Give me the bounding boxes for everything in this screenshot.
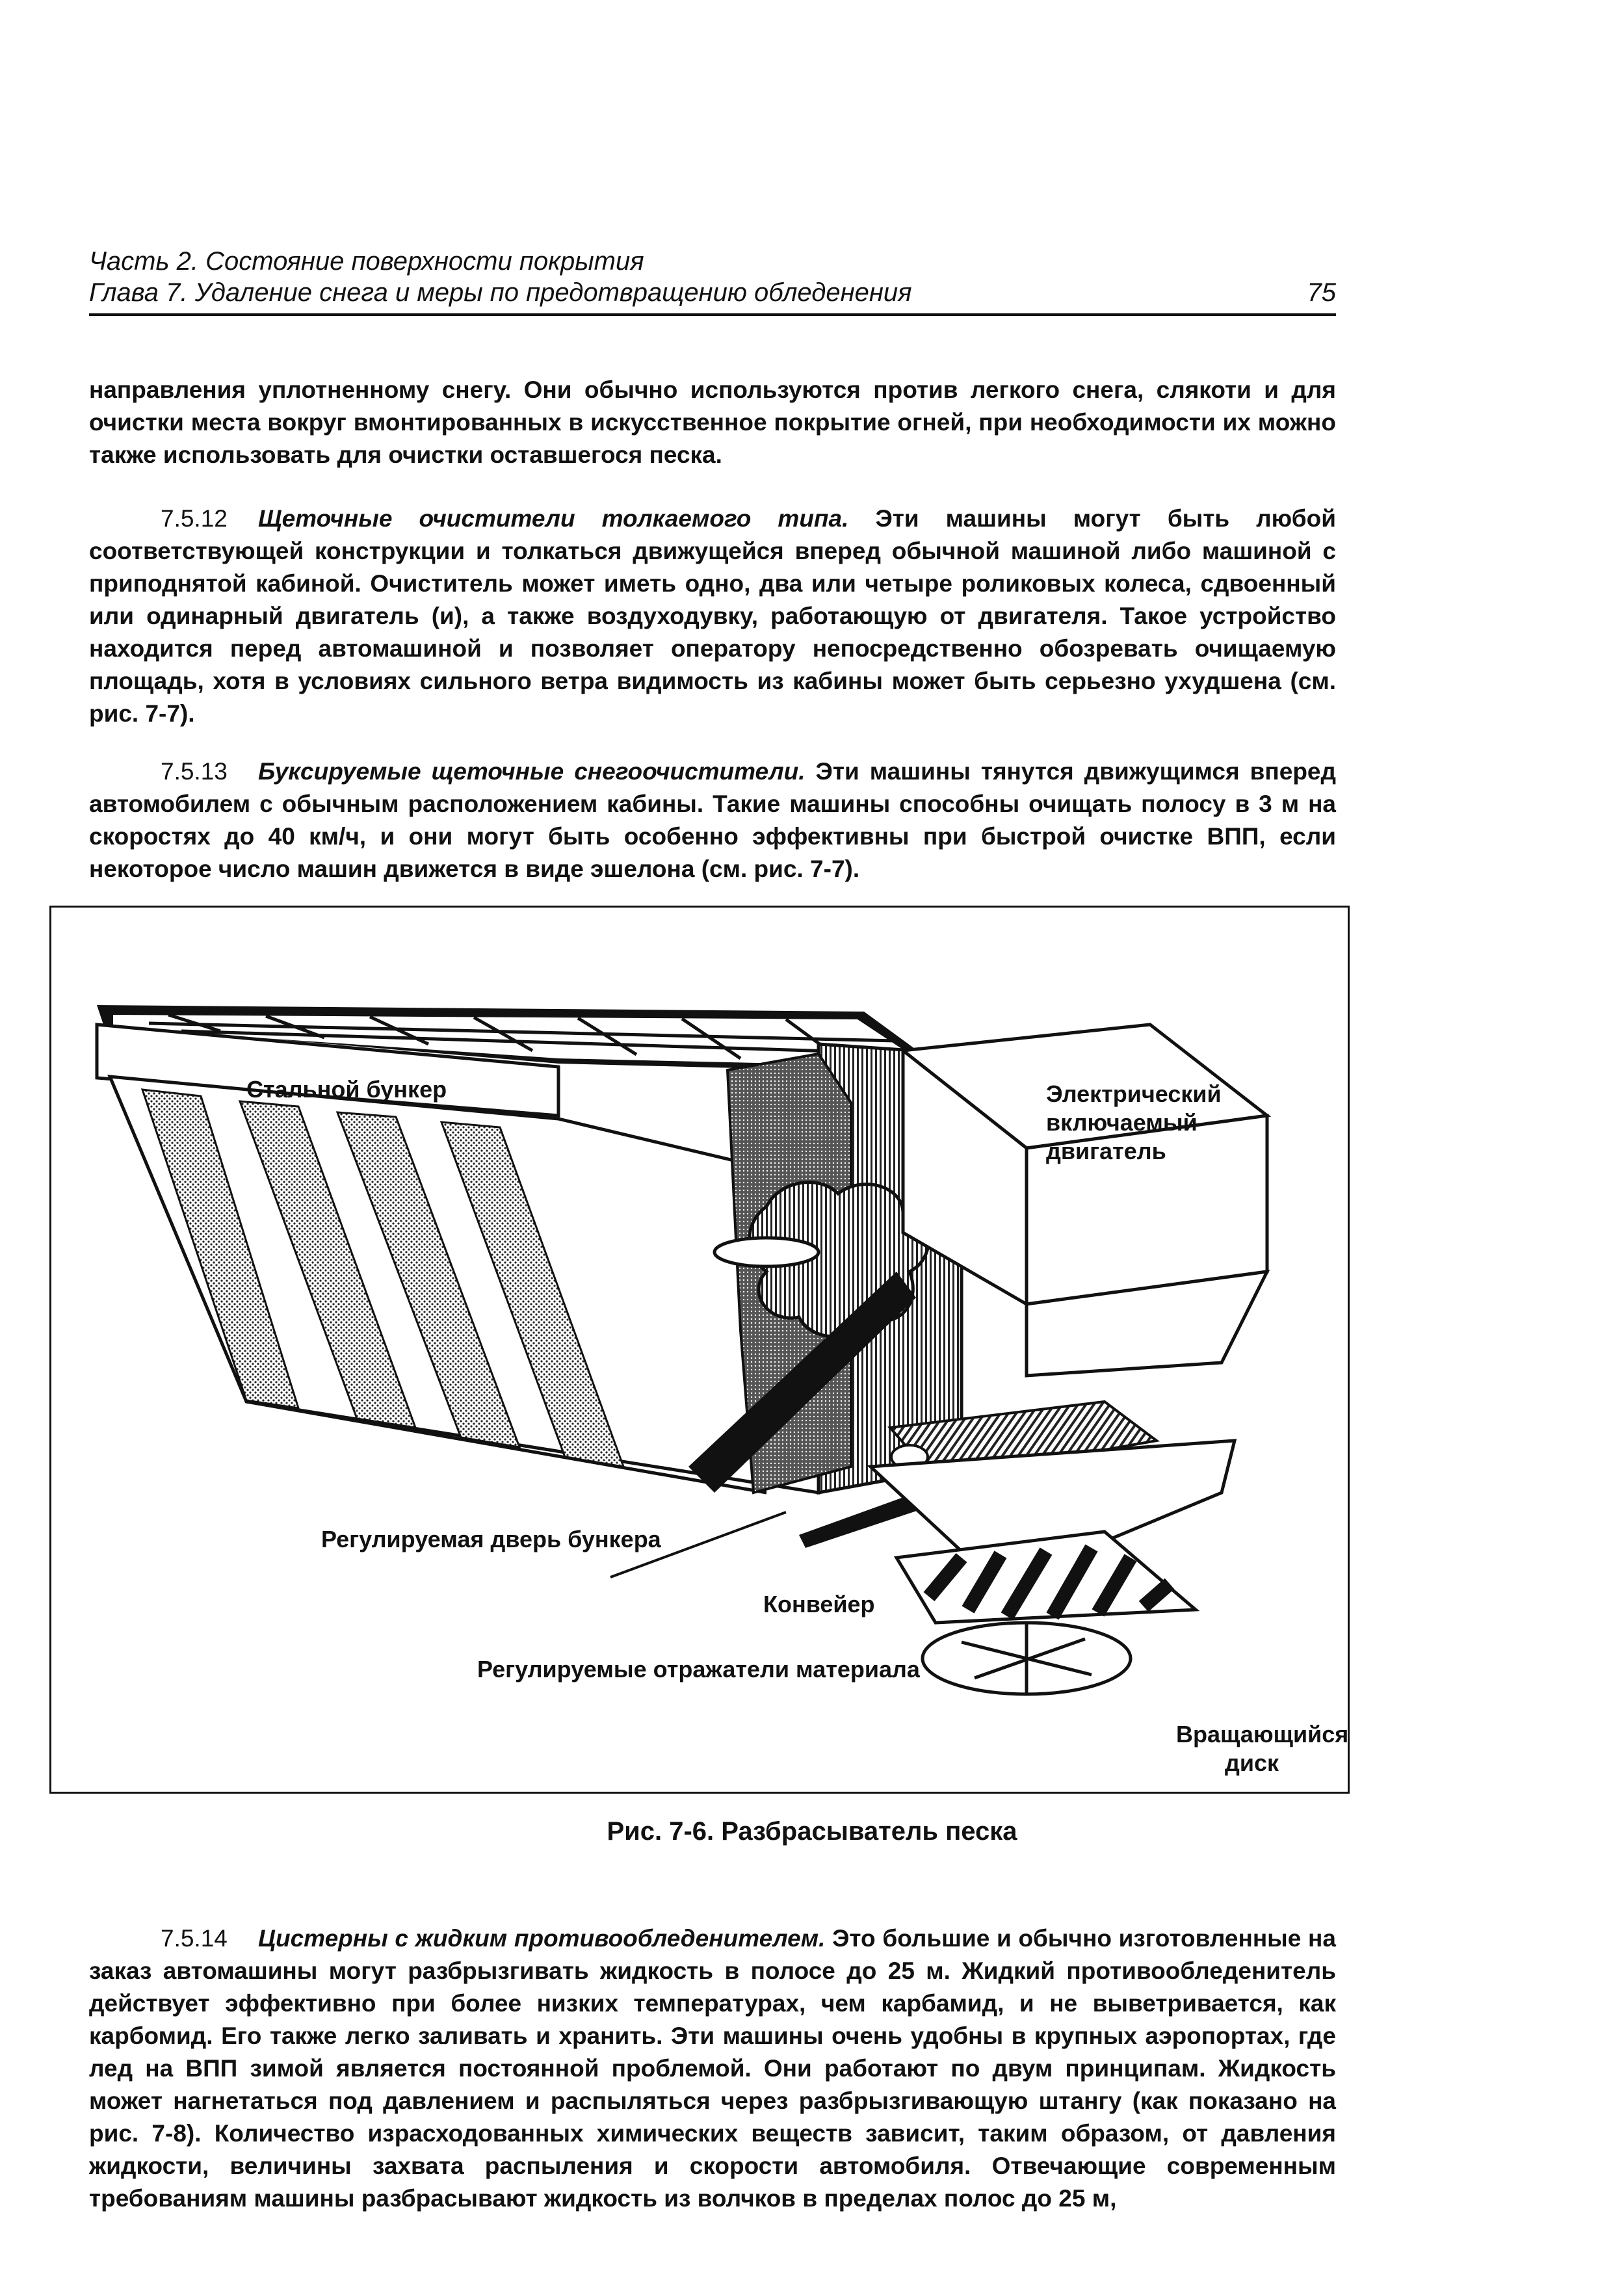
- figure-sand-spreader: [49, 906, 1350, 1794]
- label-motor-line2: включаемый: [1046, 1109, 1198, 1136]
- section-title: Цистерны с жидким противообледенителем.: [258, 1925, 826, 1952]
- label-conveyor: Конвейер: [763, 1591, 875, 1617]
- paragraph-7-5-12: [89, 503, 1336, 730]
- section-title: Щеточные очистители толкаемого типа.: [258, 505, 849, 532]
- label-bunker: Стальной бункер: [246, 1076, 447, 1103]
- paragraph-7-5-14: [89, 1922, 1336, 2215]
- section-body: Эти машины тянутся движущимся вперед автомобилем с обычным расположением кабины. Такие машины способны очищать полосу в 3 м на скоростях до 40 км/ч, и они могут быть особенно эффективны при быстрой очистке ВПП, если некоторое число машин движется в виде эшелона (см. рис. 7-7).: [89, 758, 1336, 882]
- label-motor-line1: Электрический: [1046, 1080, 1222, 1107]
- label-disk-line1: Вращающийся: [1176, 1721, 1349, 1748]
- header-chapter: [89, 277, 1336, 308]
- paragraph-continuation: направления уплотненному снегу. Они обычно используются против легкого снега, слякоти и для очистки места вокруг вмонтированных в искусственное покрытие огней, при необходимости их можно также использовать для очистки оставшегося песка.: [89, 376, 1336, 468]
- section-title: Буксируемые щеточные снегоочистители.: [258, 758, 805, 785]
- section-number: 7.5.14: [161, 1925, 228, 1952]
- header-rule: [89, 313, 1336, 316]
- bunker-hopper: [110, 1077, 819, 1493]
- label-motor-line3: двигатель: [1046, 1138, 1166, 1164]
- paragraph-7-5-13: [89, 755, 1336, 885]
- section-number: 7.5.12: [161, 505, 228, 532]
- spinning-disk: [923, 1623, 1131, 1694]
- figure-caption: Рис. 7-6. Разбрасыватель песка: [607, 1817, 1017, 1846]
- conveyor-pointer: [799, 1493, 923, 1548]
- header-part: Часть 2. Состояние поверхности покрытия: [89, 247, 644, 276]
- label-disk-line2: диск: [1225, 1749, 1279, 1776]
- label-deflectors: Регулируемые отражатели материала: [477, 1656, 920, 1682]
- door-handle: [714, 1238, 819, 1266]
- section-body: Эти машины могут быть любой соответствующей конструкции и толкаться движущейся вперед обычной машиной либо машиной с приподнятой кабиной. Очиститель может иметь одно, два или четыре роликовых колеса, сдвоенный или одинарный двигатель (и), а также воздуходувку, работающую от двигателя. Такое устройство находится перед автомашиной и позволяет оператору непосредственно обозревать очищаемую площадь, хотя в условиях сильного ветра видимость из кабины может быть серьезно ухудшена (см. рис. 7-7).: [89, 505, 1336, 727]
- section-number: 7.5.13: [161, 758, 228, 785]
- section-body: Это большие и обычно изготовленные на заказ автомашины могут разбрызгивать жидкость в полосе до 25 м. Жидкий противообледенитель действует эффективно при более низких температурах, чем карбамид, и не выветривается, как карбомид. Его также легко заливать и хранить. Эти машины очень удобны в крупных аэропортах, где лед на ВПП зимой является постоянной проблемой. Они работают по двум принципам. Жидкость может нагнетаться под давлением и распыляться через разбрызгивающую штангу (как показано на рис. 7-8). Количество израсходованных химических веществ зависит, таким образом, от давления жидкости, величины захвата распыления и скорости автомобиля. Отвечающие современным требованиям машины разбрасывают жидкость из волчков в пределах полос до 25 м,: [89, 1925, 1336, 2212]
- header-chapter-text: Глава 7. Удаление снега и меры по предотвращению обледенения: [89, 278, 912, 307]
- page-number: 75: [1307, 278, 1336, 307]
- label-door: Регулируемая дверь бункера: [321, 1526, 661, 1552]
- material-deflectors: [897, 1532, 1196, 1623]
